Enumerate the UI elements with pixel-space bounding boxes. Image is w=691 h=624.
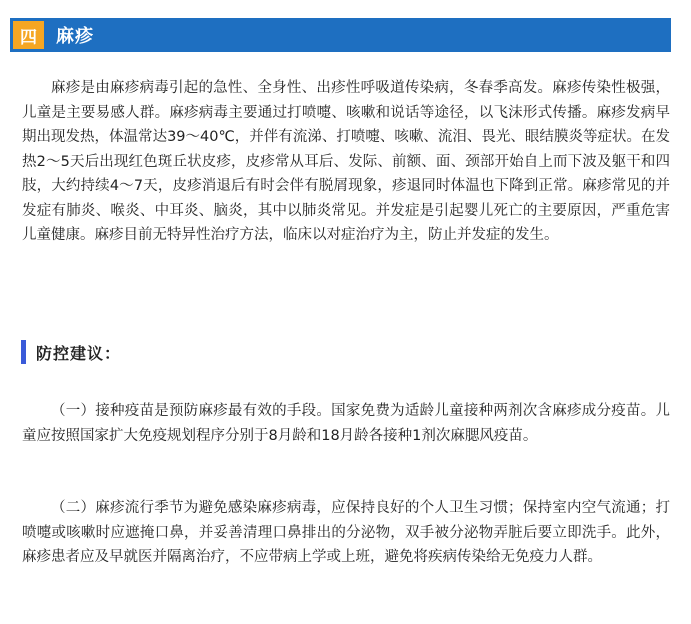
section-header [10,18,671,52]
prevention-heading [21,340,121,364]
heading-accent-bar [21,340,26,364]
prevention-item-2: （二）麻疹流行季节为避免感染麻疹病毒，应保持良好的个人卫生习惯；保持室内空气流通；打喷嚏或咳嗽时应遮掩口鼻，并妥善清理口鼻排出的分泌物，双手被分泌物弄脏后要立即洗手。此外，麻疹患者应及早就医并隔离治疗，不应带病上学或上班，避免将疾病传染给无免疫力人群。 [22,500,670,565]
section-number-badge: 四 [13,21,44,49]
section-title: 麻疹 [56,26,94,47]
intro-paragraph: 麻疹是由麻疹病毒引起的急性、全身性、出疹性呼吸道传染病，冬春季高发。麻疹传染性极强，儿童是主要易感人群。麻疹病毒主要通过打喷嚏、咳嗽和说话等途径，以飞沫形式传播。麻疹发病早期出现发热，体温常达39～40℃，并伴有流涕、打喷嚏、咳嗽、流泪、畏光、眼结膜炎等症状。在发热2～5天后出现红色斑丘状皮疹，皮疹常从耳后、发际、前额、面、颈部开始自上而下波及躯干和四肢，大约持续4～7天，皮疹消退后有时会伴有脱屑现象，疹退同时体温也下降到正常。麻疹常见的并发症有肺炎、喉炎、中耳炎、脑炎，其中以肺炎常见。并发症是引起婴儿死亡的主要原因，严重危害儿童健康。麻疹目前无特异性治疗方法，临床以对症治疗为主，防止并发症的发生。 [22,80,670,243]
prevention-heading-text: 防控建议： [36,343,122,363]
prevention-item-1: （一）接种疫苗是预防麻疹最有效的手段。国家免费为适龄儿童接种两剂次含麻疹成分疫苗。儿童应按照国家扩大免疫规划程序分别于8月龄和18月龄各接种1剂次麻腮风疫苗。 [22,403,670,444]
